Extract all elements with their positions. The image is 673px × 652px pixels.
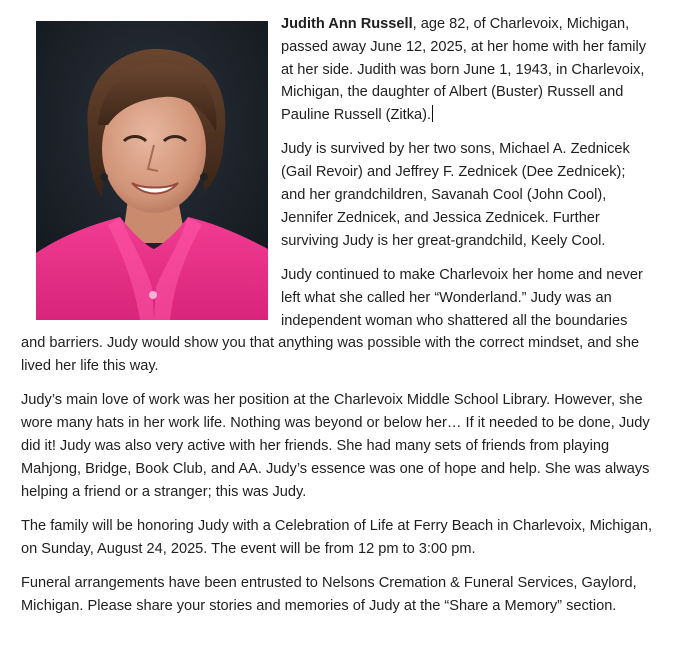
obituary-document — [21, 13, 653, 629]
portrait-image — [36, 21, 268, 320]
text-cursor — [432, 105, 433, 122]
funeral-paragraph: Funeral arrangements have been entrusted to Nelsons Cremation & Funeral Services, Gaylord, Michigan. Please share your stories and memories of Judy at the “Share a Memory” section. — [21, 575, 637, 614]
intro-text: , age 82, of Charlevoix, Michigan, passed away June 12, 2025, at her home with her family at her side. Judith was born June 1, 1943, in Charlevoix, Michigan, the daughter of Albert (Buster) Russell and Pauline Russell (Zitka). — [281, 16, 647, 124]
work-paragraph: Judy’s main love of work was her position at the Charlevoix Middle School Library. However, she wore many hats in her work life. Nothing was beyond or below her… If it needed to be done, Judy did it! Judy was also very active with her friends. She had many sets of friends from playing Mahjong, Bridge, Book Club, and AA. Judy’s essence was one of hope and help. She was always helping a friend or a stranger; this was Judy. — [21, 392, 650, 500]
deceased-name: Judith Ann Russell — [281, 16, 413, 32]
life-paragraph: Judy continued to make Charlevoix her home and never left what she called her “Wonderland.” Judy was an independent woman who shattered all the boundaries and barriers. Judy would show you that anything was possible with the correct mindset, and she lived her life this way. — [21, 266, 643, 375]
portrait-photo — [36, 21, 268, 320]
survivors-paragraph: Judy is survived by her two sons, Michael A. Zednicek (Gail Revoir) and Jeffrey F. Zednicek (Dee Zednicek); and her grandchildren, Savanah Cool (John Cool), Jennifer Zednicek, and Jessica Zednicek. Further surviving Judy is her great-grandchild, Keely Cool. — [281, 141, 630, 249]
celebration-paragraph: The family will be honoring Judy with a Celebration of Life at Ferry Beach in Charlevoix, Michigan, on Sunday, August 24, 2025. The event will be from 12 pm to 3:00 pm. — [21, 517, 653, 557]
